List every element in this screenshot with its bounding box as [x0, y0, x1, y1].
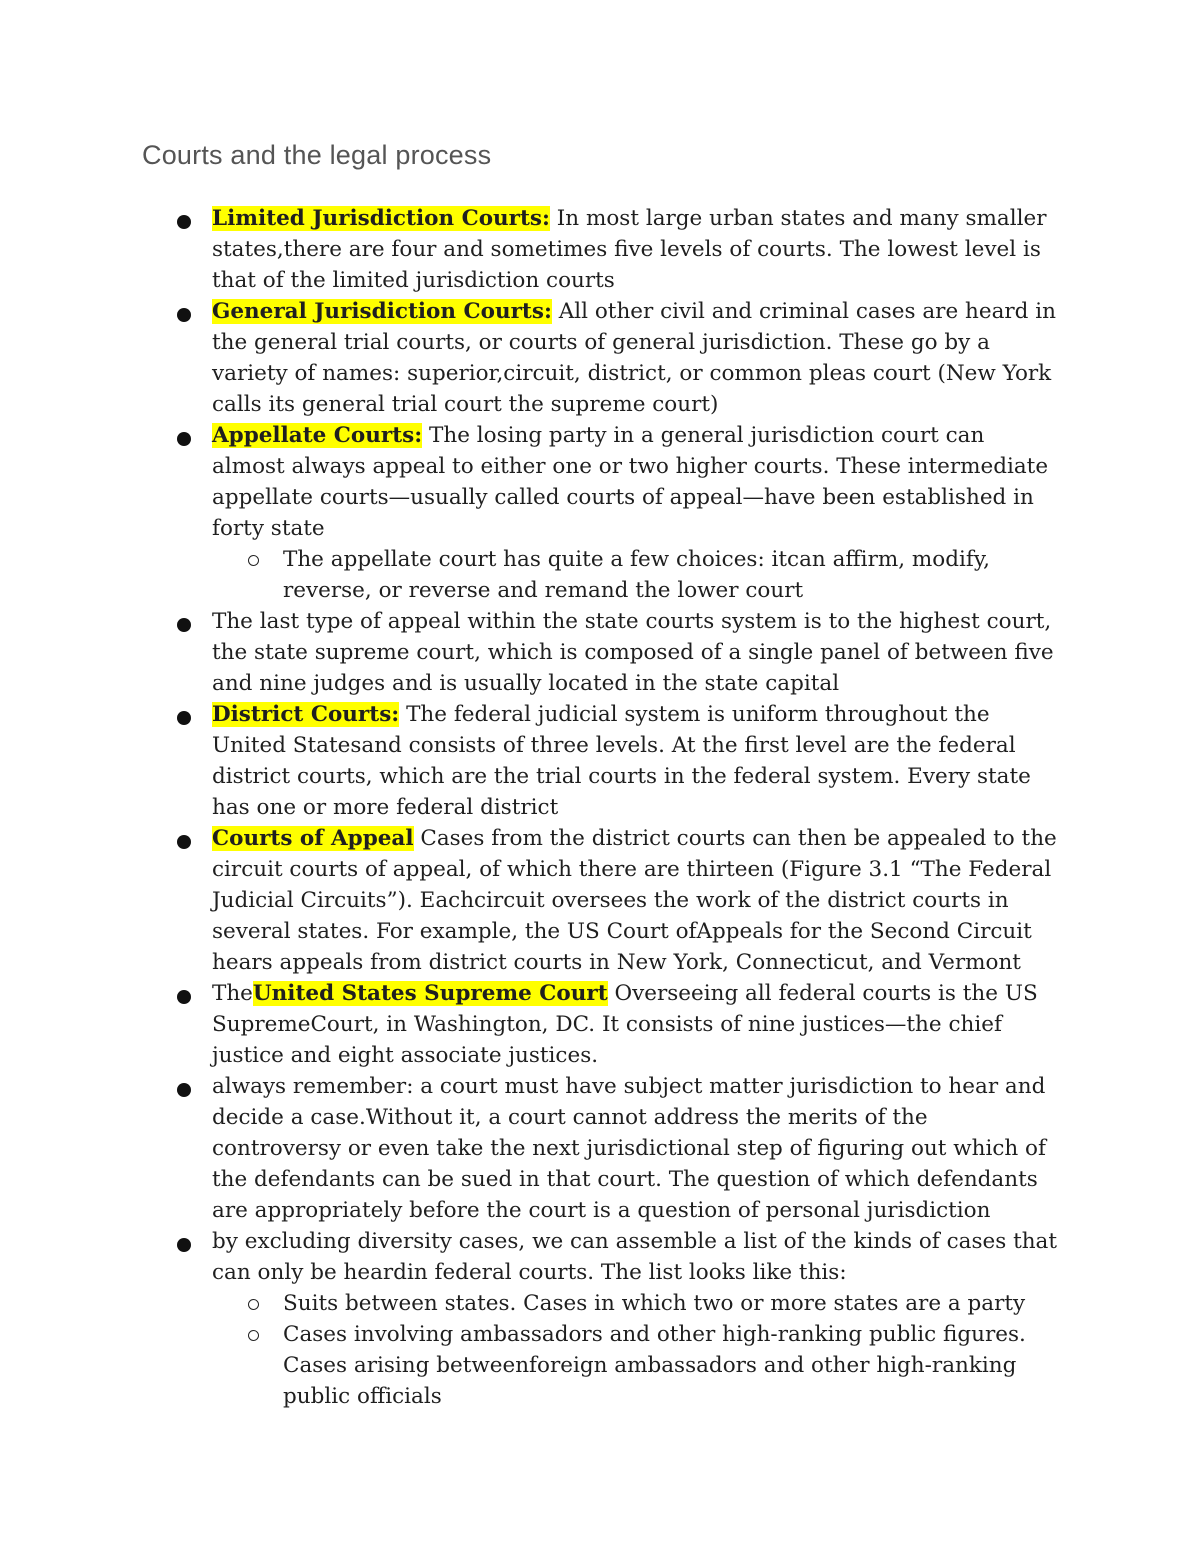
item-text: Suits between states. Cases in which two or more states are a party: [283, 1291, 1026, 1316]
page-title: Courts and the legal process: [142, 140, 492, 170]
filled-bullet-icon: [177, 1238, 191, 1252]
list-item-general-jurisdiction: [0, 296, 1062, 420]
item-text: always remember: a court must have subject matter jurisdiction to hear and decide a case.Without it, a court cannot address the merits of the controversy or even take the next jurisdictional step of figuring out which of the defendants can be sued in that court. The question of which defendants are appropriately before the court is a question of personal jurisdiction: [212, 1074, 1046, 1223]
highlighted-term: Limited Jurisdiction Courts:: [212, 206, 550, 231]
item-prefix: The: [212, 981, 253, 1006]
filled-bullet-icon: [177, 990, 191, 1004]
item-text: The last type of appeal within the state courts system is to the highest court, the state supreme court, which is composed of a single panel of between five and nine judges and is usually located in the state capital: [212, 609, 1054, 696]
highlighted-term: District Courts:: [212, 702, 400, 727]
sub-list-item-appellate-choices: [0, 544, 1063, 606]
sub-list-item-ambassadors: [0, 1319, 1063, 1412]
item-text: by excluding diversity cases, we can assemble a list of the kinds of cases that can only be heardin federal courts. The list looks like this:: [212, 1229, 1058, 1285]
list-item-federal-cases: [0, 1226, 1062, 1288]
filled-bullet-icon: [177, 215, 191, 229]
hollow-bullet-icon: [248, 1299, 259, 1310]
item-text: Cases from the district courts can then be appealed to the circuit courts of appeal, of which there are thirteen (Figure 3.1 “The Federal Judicial Circuits”). Eachcircuit oversees the work of the district courts in several states. For example, the US Court ofAppeals for the Second Circuit hears appeals from district courts in New York, Connecticut, and Vermont: [212, 826, 1057, 975]
bullet-list: [0, 203, 1200, 1412]
highlighted-term: Appellate Courts:: [212, 423, 423, 448]
highlighted-term: Courts of Appeal: [212, 826, 414, 851]
list-item-subject-matter-jurisdiction: [0, 1071, 1062, 1226]
item-text: The losing party in a general jurisdiction court can almost always appeal to either one or two higher courts. These intermediate appellate courts—usually called courts of appeal—have been established in forty state: [212, 423, 1049, 541]
item-text: Overseeing all federal courts is the US SupremeCourt, in Washington, DC. It consists of nine justices—the chief justice and eight associate justices.: [212, 981, 1038, 1068]
item-text: The federal judicial system is uniform throughout the United Statesand consists of three levels. At the first level are the federal district courts, which are the trial courts in the federal system. Every state has one or more federal district: [212, 702, 1031, 820]
filled-bullet-icon: [177, 835, 191, 849]
list-item-state-supreme-court: [0, 606, 1062, 699]
sub-list-item-suits-between-states: [0, 1288, 1063, 1319]
highlighted-term: General Jurisdiction Courts:: [212, 299, 552, 324]
item-text: The appellate court has quite a few choices: itcan affirm, modify, reverse, or reverse and remand the lower court: [283, 547, 990, 603]
list-item-us-supreme-court: [0, 978, 1062, 1071]
filled-bullet-icon: [177, 1083, 191, 1097]
list-item-appellate-courts: [0, 420, 1062, 544]
filled-bullet-icon: [177, 432, 191, 446]
highlighted-term: United States Supreme Court: [252, 981, 608, 1006]
list-item-courts-of-appeal: [0, 823, 1062, 978]
item-text: All other civil and criminal cases are heard in the general trial courts, or courts of general jurisdiction. These go by a variety of names: superior,circuit, district, or common pleas court (New York calls its general trial court the supreme court): [212, 299, 1056, 417]
item-text: In most large urban states and many smaller states,there are four and sometimes five levels of courts. The lowest level is that of the limited jurisdiction courts: [212, 206, 1047, 293]
filled-bullet-icon: [177, 618, 191, 632]
list-item-limited-jurisdiction: [0, 203, 1062, 296]
hollow-bullet-icon: [248, 1330, 259, 1341]
filled-bullet-icon: [177, 711, 191, 725]
hollow-bullet-icon: [248, 555, 259, 566]
list-item-district-courts: [0, 699, 1062, 823]
item-text: Cases involving ambassadors and other high-ranking public figures. Cases arising betweenforeign ambassadors and other high-ranking public officials: [283, 1322, 1026, 1409]
filled-bullet-icon: [177, 308, 191, 322]
